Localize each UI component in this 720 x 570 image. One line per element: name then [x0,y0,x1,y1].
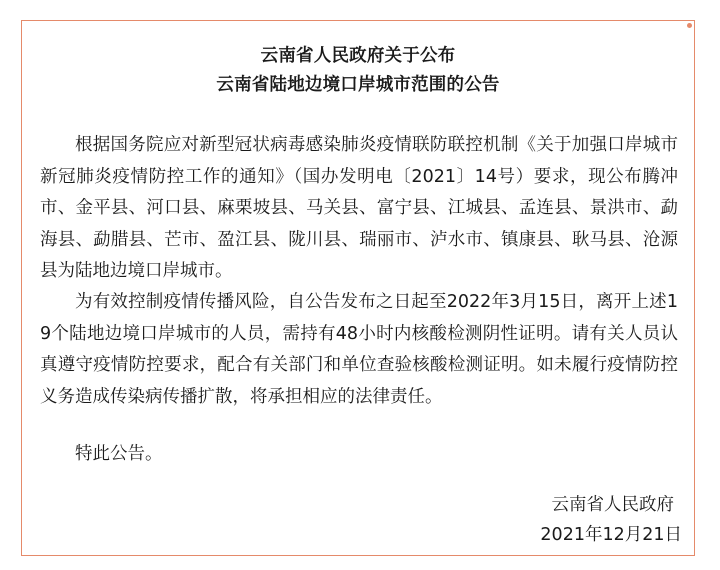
notice-title-line1: 云南省人民政府关于公布 [260,46,456,66]
notice-paragraph-1: 根据国务院应对新型冠状病毒感染肺炎疫情联防联控机制《关于加强口岸城市新冠肺炎疫情防控工作的通知》（国办发明电〔2021〕14号）要求，现公布腾冲市、金平县、河口县、麻栗坡县、马关县、富宁县、江城县、孟连县、景洪市、勐海县、勐腊县、芒市、盈江县、陇川县、瑞丽市、泸水市、镇康县、耿马县、沧源县为陆地边境口岸城市。 [40,135,678,281]
signature-org: 云南省人民政府 [551,495,674,515]
notice-paragraph-2: 为有效控制疫情传播风险，自公告发布之日起至2022年3月15日，离开上述19个陆地边境口岸城市的人员，需持有48小时内核酸检测阴性证明。请有关人员认真遵守疫情防控要求，配合有关部门和单位查验核酸检测证明。如未履行疫情防控义务造成传染病传播扩散，将承担相应的法律责任。 [40,292,678,407]
notice-title-line2: 云南省陆地边境口岸城市范围的公告 [216,75,500,95]
notice-paragraph-3: 特此公告。 [75,444,163,464]
notice-frame [21,20,695,556]
signature-date: 2021年12月21日 [540,525,682,545]
corner-dot-icon [687,23,692,28]
